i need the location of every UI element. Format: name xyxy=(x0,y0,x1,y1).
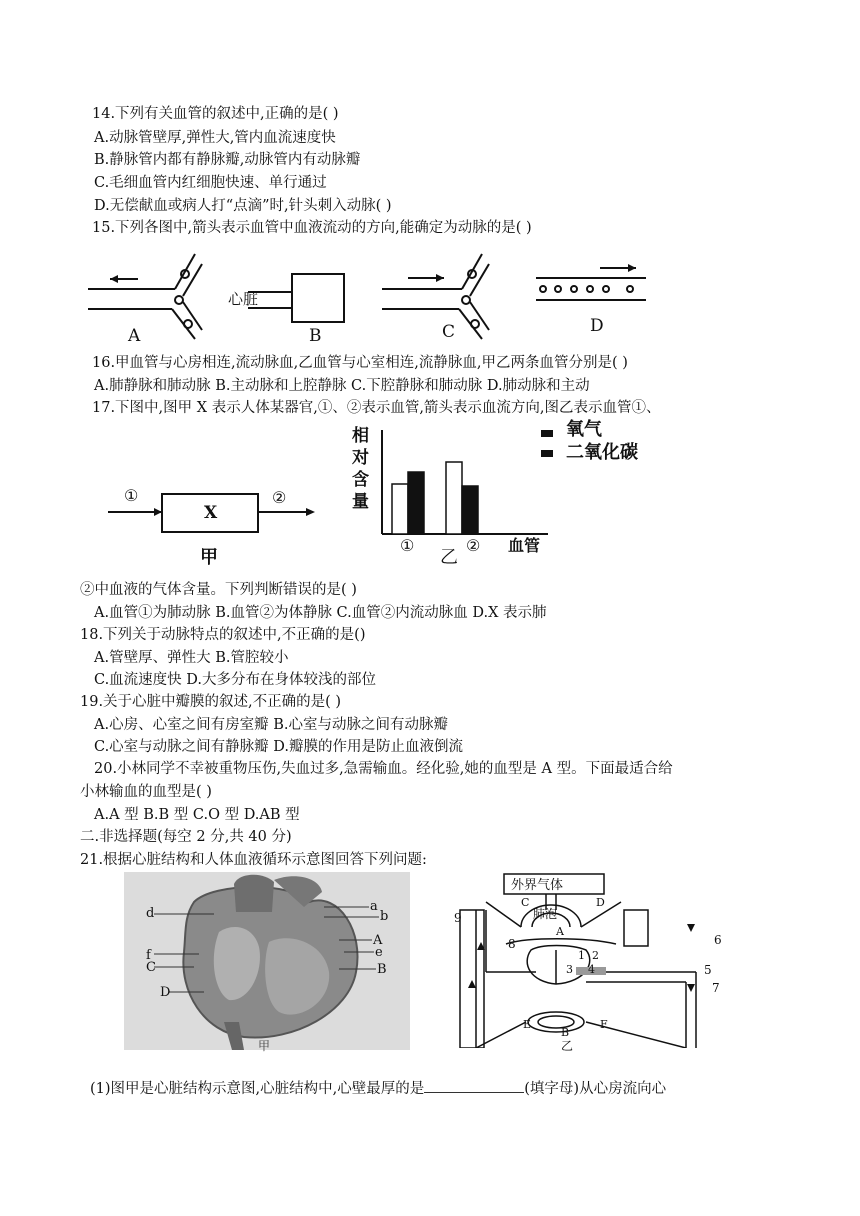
circ-outside-air-box: 外界气体 xyxy=(511,878,564,893)
q19-options-row2: C.心室与动脉之间有静脉瓣 D.瓣膜的作用是防止血液倒流 xyxy=(94,739,464,755)
q14-option-d: D.无偿献血或病人打“点滴”时,针头刺入动脉( ) xyxy=(94,198,392,214)
q20-options: A.A 型 B.B 型 C.O 型 D.AB 型 xyxy=(94,807,300,823)
section2-heading: 二.非选择题(每空 2 分,共 40 分) xyxy=(80,829,292,845)
circ-caption: 乙 xyxy=(561,1039,574,1053)
q17-yi-bar-chart xyxy=(376,430,556,540)
q20-stem2: 小林输血的血型是( ) xyxy=(80,784,212,800)
q15-label-c: C xyxy=(442,322,456,342)
q15-label-d: D xyxy=(590,316,604,336)
q17-jia-in-vessel: ① xyxy=(124,486,139,505)
heart-label-a-upper: A xyxy=(373,933,383,948)
legend-co2: 二氧化碳 xyxy=(566,442,638,463)
q15-label-a: A xyxy=(128,326,141,346)
heart-caption: 甲 xyxy=(258,1039,271,1053)
circ-label-a: A xyxy=(556,925,564,938)
q14-stem: 14.下列有关血管的叙述中,正确的是( ) xyxy=(92,106,339,122)
heart-label-d: d xyxy=(146,906,155,921)
circ-label-d: D xyxy=(596,896,605,909)
circ-label-8: 8 xyxy=(508,937,516,951)
legend-swatch-o2 xyxy=(541,430,553,437)
bar-co2-vessel-1 xyxy=(408,472,424,534)
q14-option-c: C.毛细血管内红细胞快速、单行通过 xyxy=(94,175,327,191)
legend-swatch-co2 xyxy=(541,450,553,457)
heart-label-f: f xyxy=(146,948,151,963)
circ-label-f: F xyxy=(600,1018,608,1031)
legend-swatches xyxy=(540,428,554,460)
bar-co2-vessel-2 xyxy=(462,486,478,534)
circ-label-2: 2 xyxy=(592,949,599,962)
circ-label-e: E xyxy=(523,1018,532,1031)
circ-label-c: C xyxy=(521,896,530,909)
circ-label-5: 5 xyxy=(704,963,712,977)
q16-options: A.肺静脉和肺动脉 B.主动脉和上腔静脉 C.下腔静脉和肺动脉 D.肺动脉和主动 xyxy=(94,378,590,394)
q17-yi-caption: 乙 xyxy=(440,547,458,568)
heart-label-c-left: C xyxy=(146,960,156,975)
q17-jia-caption: 甲 xyxy=(200,547,218,568)
q21-sub1 xyxy=(90,1077,666,1099)
q17-stem2: ②中血液的气体含量。下列判断错误的是( ) xyxy=(80,582,357,598)
q17-jia-out-vessel: ② xyxy=(272,488,287,507)
q20-stem: 20.小林同学不幸被重物压伤,失血过多,急需输血。经化验,她的血型是 A 型。下面最适合给 xyxy=(94,761,673,777)
q17-jia-organ: X xyxy=(204,503,218,523)
q15-stem: 15.下列各图中,箭头表示血管中血液流动的方向,能确定为动脉的是( ) xyxy=(92,220,532,236)
circ-alveolus: 肺泡 xyxy=(533,907,558,921)
answer-blank[interactable] xyxy=(424,1077,524,1093)
q15-figures xyxy=(80,244,670,344)
q21-sub1-text-b: (填字母)从心房流向心 xyxy=(524,1081,667,1097)
q17-yi-ylabel xyxy=(352,425,372,513)
x-tick-1: ① xyxy=(400,536,415,555)
heart-label-b-upper: B xyxy=(377,962,387,977)
heart-label-e: e xyxy=(375,945,383,960)
circ-label-3: 3 xyxy=(566,963,573,976)
circ-label-1: 1 xyxy=(578,949,585,962)
q14-option-a: A.动脉管壁厚,弹性大,管内血流速度快 xyxy=(94,130,336,146)
circ-label-7: 7 xyxy=(712,981,720,995)
q17-stem: 17.下图中,图甲 X 表示人体某器官,①、②表示血管,箭头表示血流方向,图乙表示血管①、 xyxy=(92,400,661,416)
heart-structure-photo xyxy=(124,872,410,1050)
q18-stem: 18.下列关于动脉特点的叙述中,不正确的是() xyxy=(80,627,366,643)
x-axis-label: 血管 xyxy=(508,536,541,555)
circ-label-6: 6 xyxy=(714,933,722,947)
q14-option-b: B.静脉管内都有静脉瓣,动脉管内有动脉瓣 xyxy=(94,152,361,168)
heart-label-a: a xyxy=(370,899,378,914)
q16-stem: 16.甲血管与心房相连,流动脉血,乙血管与心室相连,流静脉血,甲乙两条血管分别是( ) xyxy=(92,355,628,371)
heart-label-d-upper: D xyxy=(160,985,171,1000)
q21-sub1-text-a: (1)图甲是心脏结构示意图,心脏结构中,心壁最厚的是 xyxy=(90,1081,425,1097)
bar-o2-vessel-1 xyxy=(392,484,408,534)
q17-options: A.血管①为肺动脉 B.血管②为体静脉 C.血管②内流动脉血 D.X 表示肺 xyxy=(94,605,547,621)
ylabel-char: 对 xyxy=(352,448,369,468)
circ-label-9: 9 xyxy=(454,911,462,925)
heart-label-b: b xyxy=(380,909,389,924)
circ-label-4: 4 xyxy=(588,963,595,976)
q19-stem: 19.关于心脏中瓣膜的叙述,不正确的是( ) xyxy=(80,694,342,710)
q18-options-row2: C.血流速度快 D.大多分布在身体较浅的部位 xyxy=(94,672,377,688)
bar-o2-vessel-2 xyxy=(446,462,462,534)
legend-o2: 氧气 xyxy=(566,419,602,440)
q19-options-row1: A.心房、心室之间有房室瓣 B.心室与动脉之间有动脉瓣 xyxy=(94,717,448,733)
circ-label-b: B xyxy=(561,1026,570,1039)
q21-stem: 21.根据心脏结构和人体血液循环示意图回答下列问题: xyxy=(80,852,427,868)
q18-options-row1: A.管壁厚、弹性大 B.管腔较小 xyxy=(94,650,289,666)
ylabel-char: 含 xyxy=(352,470,369,490)
ylabel-char: 相 xyxy=(352,426,369,446)
q15-label-b: B xyxy=(309,326,322,346)
q15-heart-label: 心脏 xyxy=(228,290,259,308)
x-tick-2: ② xyxy=(466,536,481,555)
ylabel-char: 量 xyxy=(352,492,369,512)
